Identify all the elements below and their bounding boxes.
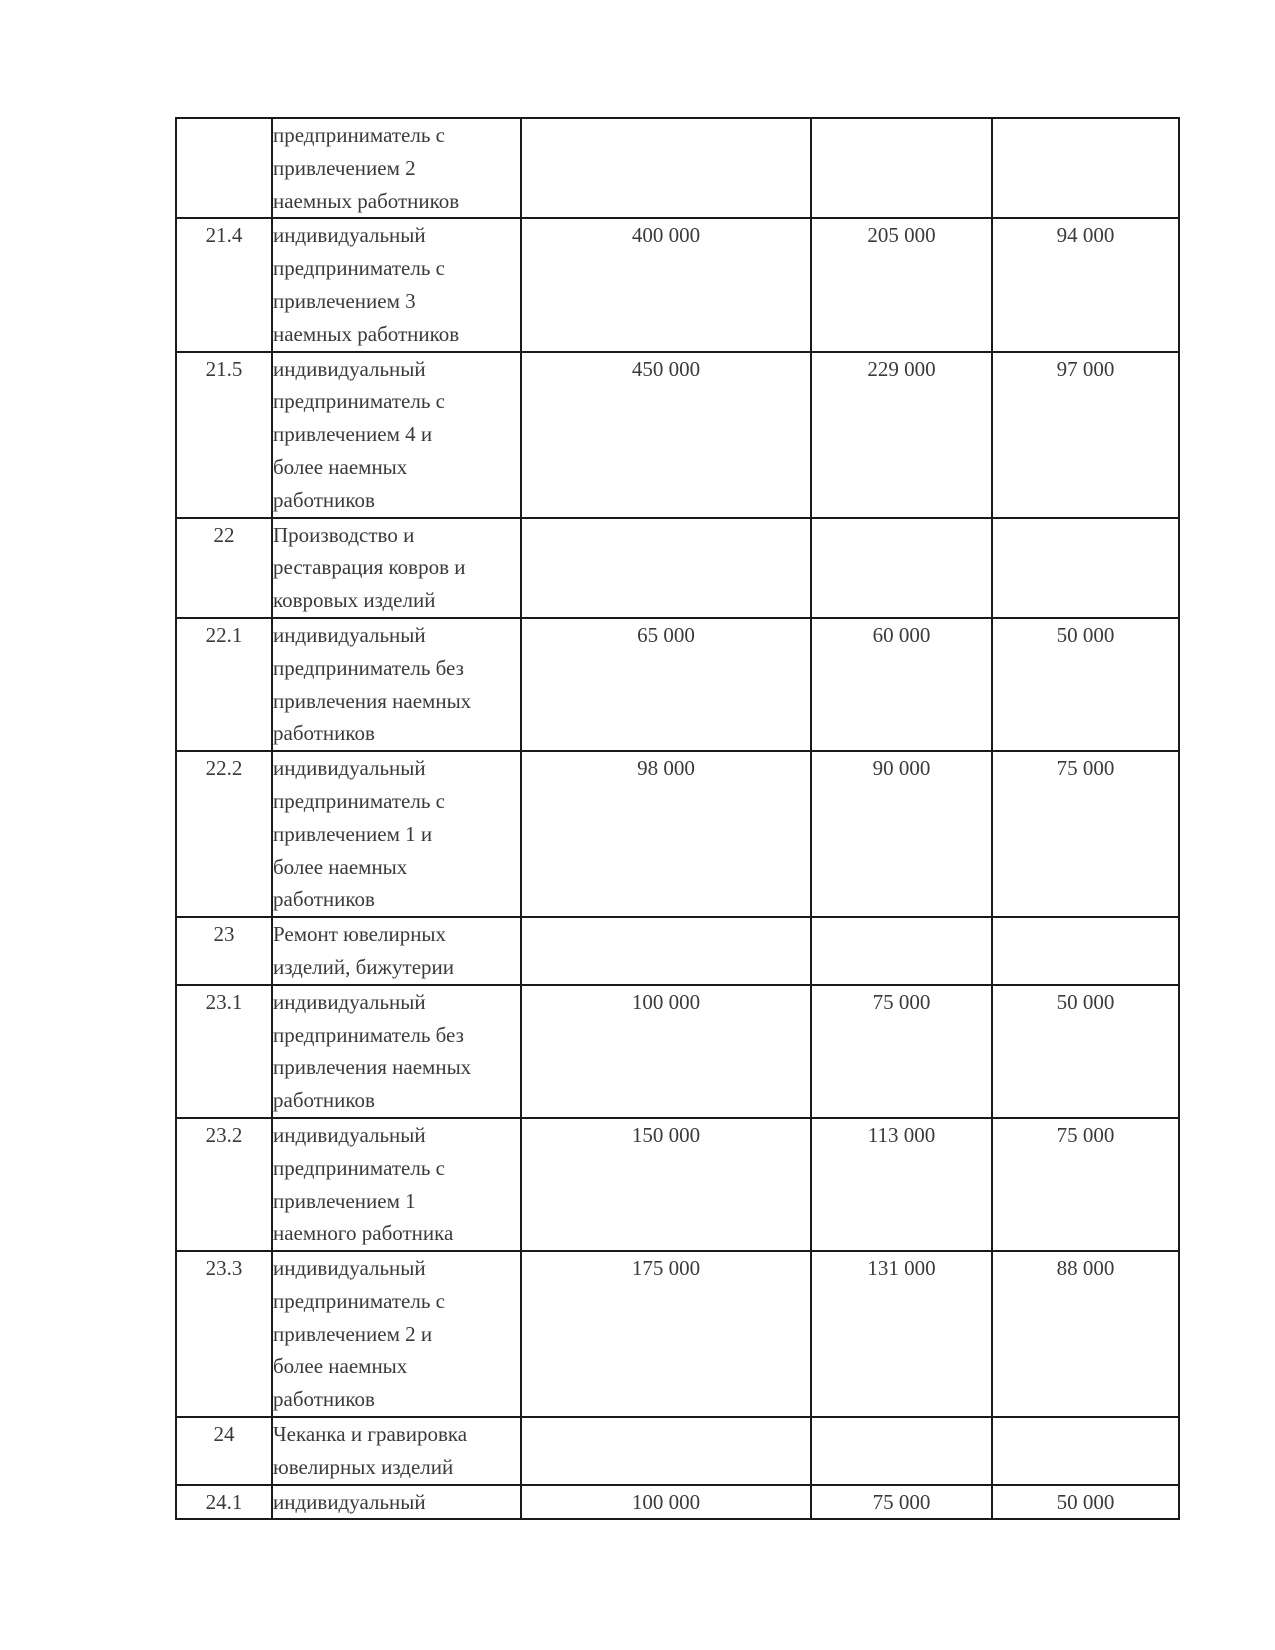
- tax-rate-table: [175, 117, 1180, 1520]
- description-line: Чеканка и гравировка: [273, 1422, 468, 1447]
- description-line: индивидуальный: [273, 989, 426, 1014]
- description-line: привлечением 2 и: [273, 1321, 433, 1346]
- value-col-1: [521, 518, 811, 618]
- row-description: [272, 1485, 521, 1520]
- value-col-3: 75 000: [992, 751, 1179, 917]
- value-col-1: 450 000: [521, 352, 811, 518]
- description-line: предприниматель с: [273, 1288, 445, 1313]
- table-row: [176, 518, 1179, 618]
- value-col-2: 229 000: [811, 352, 992, 518]
- description-line: индивидуальный: [273, 223, 426, 248]
- description-line: привлечением 1 и: [273, 821, 433, 846]
- row-number: 22.2: [176, 751, 272, 917]
- description-line: привлечением 3: [273, 288, 416, 313]
- value-col-2: [811, 518, 992, 618]
- description-line: предприниматель с: [273, 788, 445, 813]
- description-line: Производство и: [273, 522, 415, 547]
- row-description: [272, 518, 521, 618]
- row-number: [176, 118, 272, 218]
- description-line: наемного работника: [273, 1221, 454, 1246]
- value-col-3: 50 000: [992, 1485, 1179, 1520]
- table-row: [176, 618, 1179, 751]
- row-description: [272, 1118, 521, 1251]
- table-row: [176, 118, 1179, 218]
- value-col-2: [811, 917, 992, 985]
- description-line: изделий, бижутерии: [273, 954, 455, 979]
- description-line: работников: [273, 1387, 375, 1412]
- value-col-3: [992, 518, 1179, 618]
- description-line: работников: [273, 721, 375, 746]
- description-line: более наемных: [273, 1354, 408, 1379]
- value-col-3: 97 000: [992, 352, 1179, 518]
- value-col-3: [992, 917, 1179, 985]
- description-line: реставрация ковров и: [273, 555, 466, 580]
- description-line: индивидуальный: [273, 1122, 426, 1147]
- row-number: 22: [176, 518, 272, 618]
- value-col-1: 175 000: [521, 1251, 811, 1417]
- table-body: [176, 118, 1179, 1519]
- value-col-1: [521, 118, 811, 218]
- description-line: предприниматель с: [273, 389, 445, 414]
- value-col-3: [992, 118, 1179, 218]
- description-line: работников: [273, 1088, 375, 1113]
- row-description: [272, 985, 521, 1118]
- table-row: [176, 1417, 1179, 1485]
- description-line: привлечением 2: [273, 155, 416, 180]
- value-col-3: 75 000: [992, 1118, 1179, 1251]
- row-number: 21.5: [176, 352, 272, 518]
- row-number: 24.1: [176, 1485, 272, 1520]
- value-col-2: 75 000: [811, 985, 992, 1118]
- description-line: более наемных: [273, 854, 408, 879]
- value-col-3: 50 000: [992, 618, 1179, 751]
- value-col-2: 90 000: [811, 751, 992, 917]
- row-description: [272, 1417, 521, 1485]
- description-line: работников: [273, 887, 375, 912]
- row-description: [272, 618, 521, 751]
- value-col-1: 150 000: [521, 1118, 811, 1251]
- value-col-2: [811, 118, 992, 218]
- row-description: [272, 352, 521, 518]
- description-line: индивидуальный: [273, 356, 426, 381]
- value-col-2: 131 000: [811, 1251, 992, 1417]
- description-line: более наемных: [273, 454, 408, 479]
- value-col-1: 98 000: [521, 751, 811, 917]
- description-line: привлечения наемных: [273, 1055, 472, 1080]
- row-description: [272, 917, 521, 985]
- description-line: ювелирных изделий: [273, 1454, 454, 1479]
- value-col-1: [521, 917, 811, 985]
- description-line: наемных работников: [273, 188, 460, 213]
- value-col-2: 113 000: [811, 1118, 992, 1251]
- description-line: индивидуальный: [273, 1256, 426, 1281]
- value-col-1: 400 000: [521, 218, 811, 351]
- row-number: 21.4: [176, 218, 272, 351]
- table-row: [176, 917, 1179, 985]
- value-col-3: 88 000: [992, 1251, 1179, 1417]
- row-description: [272, 1251, 521, 1417]
- table-row: [176, 985, 1179, 1118]
- row-number: 23.3: [176, 1251, 272, 1417]
- description-line: предприниматель с: [273, 256, 445, 281]
- description-line: индивидуальный: [273, 756, 426, 781]
- value-col-2: 205 000: [811, 218, 992, 351]
- row-description: [272, 218, 521, 351]
- value-col-2: 60 000: [811, 618, 992, 751]
- table-row: [176, 218, 1179, 351]
- description-line: Ремонт ювелирных: [273, 922, 447, 947]
- row-number: 23.1: [176, 985, 272, 1118]
- description-line: привлечения наемных: [273, 688, 472, 713]
- description-line: предприниматель с: [273, 1155, 445, 1180]
- row-number: 23.2: [176, 1118, 272, 1251]
- table-row: [176, 1485, 1179, 1520]
- description-line: ковровых изделий: [273, 588, 436, 613]
- description-line: работников: [273, 487, 375, 512]
- table-row: [176, 1118, 1179, 1251]
- value-col-1: 100 000: [521, 985, 811, 1118]
- table-row: [176, 751, 1179, 917]
- row-number: 23: [176, 917, 272, 985]
- row-number: 24: [176, 1417, 272, 1485]
- table-row: [176, 1251, 1179, 1417]
- description-line: привлечением 4 и: [273, 422, 433, 447]
- value-col-1: 65 000: [521, 618, 811, 751]
- table-row: [176, 352, 1179, 518]
- description-line: привлечением 1: [273, 1188, 416, 1213]
- value-col-2: 75 000: [811, 1485, 992, 1520]
- description-line: предприниматель с: [273, 123, 445, 147]
- description-line: предприниматель без: [273, 655, 464, 680]
- row-description: [272, 751, 521, 917]
- value-col-2: [811, 1417, 992, 1485]
- value-col-3: 50 000: [992, 985, 1179, 1118]
- row-description: [272, 118, 521, 218]
- description-line: предприниматель без: [273, 1022, 464, 1047]
- value-col-1: [521, 1417, 811, 1485]
- value-col-3: [992, 1417, 1179, 1485]
- description-line: индивидуальный: [273, 622, 426, 647]
- description-line: наемных работников: [273, 321, 460, 346]
- description-line: индивидуальный: [273, 1489, 426, 1514]
- row-number: 22.1: [176, 618, 272, 751]
- value-col-1: 100 000: [521, 1485, 811, 1520]
- value-col-3: 94 000: [992, 218, 1179, 351]
